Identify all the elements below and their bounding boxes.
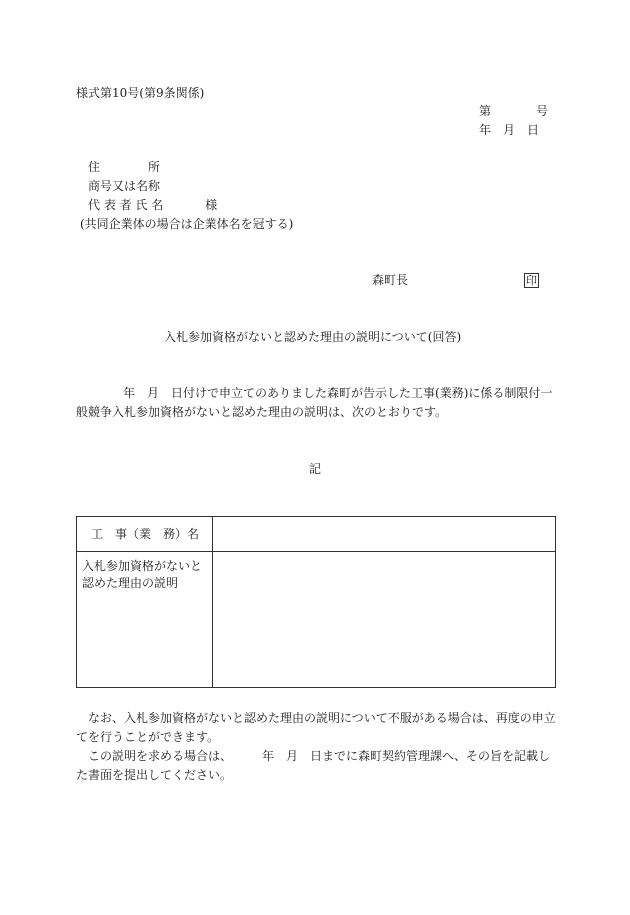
date-year: 年 [479,123,492,137]
table-divider-horizontal [77,551,555,552]
body-month: 月 [147,386,160,400]
note-para-2-line-1 [88,749,550,764]
body-line-2: 般競争入札参加資格がないと認めた理由の説明は、次のとおりです。 [76,405,448,419]
number-prefix: 第 [479,104,492,118]
document-date [479,123,539,138]
form-title: 様式第10号(第9条関係) [76,86,205,100]
note-para-2-start: この説明を求める場合は、 [88,749,233,763]
table-divider-vertical [212,517,213,687]
representative-name-label: 代 表 者 氏 名 [88,198,164,212]
company-name-label: 商号又は名称 [88,179,161,193]
sender-title: 森町長 [372,273,409,287]
subject-line: 入札参加資格がないと認めた理由の説明について(回答) [164,330,462,344]
project-name-label: 工 事（業 務）名 [91,527,200,541]
reason-label-line-2: 認めた理由の説明 [82,576,179,590]
ki-mark: 記 [309,462,322,476]
honorific: 様 [205,198,218,212]
body-year: 年 [123,386,136,400]
seal-mark [524,273,539,288]
note-para-1-line-2: てを行うことができます。 [76,730,220,744]
date-day: 日 [527,123,540,137]
number-suffix: 号 [536,104,549,118]
note-month: 月 [286,749,299,763]
note-para-1-line-1: なお、入札参加資格がないと認めた理由の説明について不服がある場合は、再度の申立 [88,711,556,725]
representative-label [88,198,217,213]
body-line-1-text: 日付けで申立てのありました森町が告示した工事(業務)に係る制限付一 [171,386,553,400]
note-para-2-rest: 日までに森町契約管理課へ、その旨を記載し [310,749,551,763]
note-year: 年 [262,749,275,763]
joint-venture-note: (共同企業体の場合は企業体名を冠する) [80,217,294,231]
document-number [479,104,548,119]
note-para-2-line-2: た書面を提出してください。 [76,768,233,782]
date-month: 月 [503,123,516,137]
seal-box: 印 [526,274,537,287]
details-table [76,516,556,688]
address-label: 住 所 [88,160,161,174]
body-line-1 [123,386,552,401]
reason-label-line-1: 入札参加資格がないと [82,559,203,573]
